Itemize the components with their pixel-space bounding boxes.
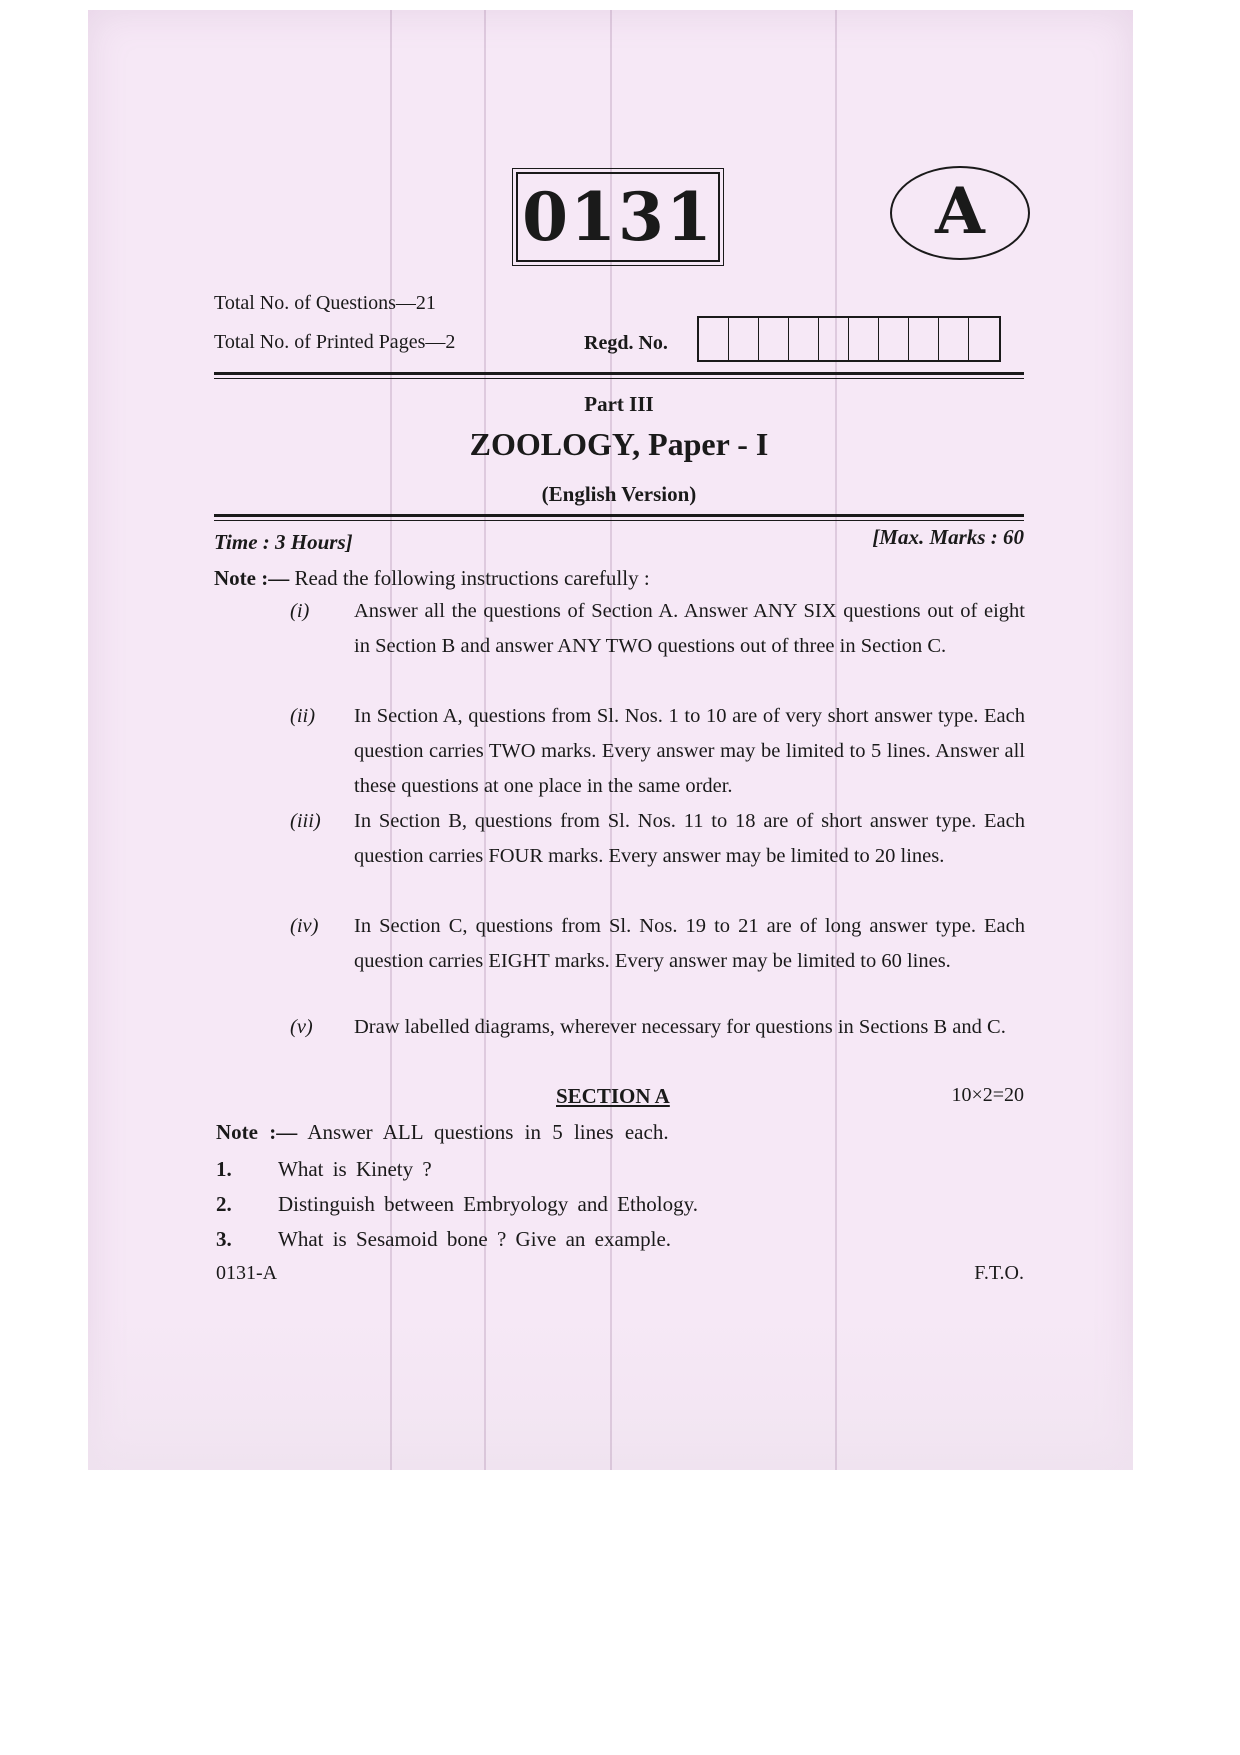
question-number: 3. [216,1227,232,1251]
instruction-number: (i) [290,600,310,622]
regd-number-boxes[interactable] [697,316,1001,362]
regd-digit-box[interactable] [879,318,909,360]
paper-code: 0131 [516,172,720,262]
instruction-item [290,699,1025,804]
note-label: Note :— [214,566,290,590]
regd-digit-box[interactable] [729,318,759,360]
question-number: 2. [216,1192,232,1216]
regd-digit-box[interactable] [969,318,999,360]
instruction-item [290,1010,1025,1045]
instruction-item [290,804,1025,874]
language-version: (English Version) [541,482,697,506]
instruction-text: In Section C, questions from Sl. Nos. 19 to 21 are of long answer type. Each question carries EIGHT marks. Every answer may be limited to 60 lines. [354,915,1025,972]
paper-title: ZOOLOGY, Paper - I [469,426,769,462]
instruction-number: (iii) [290,810,321,832]
note [214,566,650,591]
regd-digit-box[interactable] [849,318,879,360]
instruction-number: (iv) [290,915,319,937]
total-questions: Total No. of Questions—21 [214,292,436,314]
question-text: Distinguish between Embryology and Ethology. [278,1192,699,1216]
instruction-item [290,594,1025,664]
instruction-text: In Section B, questions from Sl. Nos. 11 to 18 are of short answer type. Each question carries FOUR marks. Every answer may be limited to 20 lines. [354,810,1025,867]
instruction-item [290,909,1025,979]
instruction-number: (v) [290,1016,313,1038]
instruction-number: (ii) [290,705,316,727]
section-a-note-label: Note :— [216,1120,298,1144]
regd-digit-box[interactable] [759,318,789,360]
regd-digit-box[interactable] [909,318,939,360]
regd-label: Regd. No. [584,332,668,354]
question-text: What is Kinety ? [278,1157,432,1181]
instruction-text: In Section A, questions from Sl. Nos. 1 to 10 are of very short answer type. Each question carries TWO marks. Every answer may be limited to 5 lines. Answer all these questions at one place in the same order. [354,705,1025,797]
footer-code: 0131-A [216,1262,278,1284]
question-number: 1. [216,1157,232,1181]
time-allowed: Time : 3 Hours] [214,530,353,554]
regd-digit-box[interactable] [939,318,969,360]
regd-digit-box[interactable] [789,318,819,360]
regd-digit-box[interactable] [819,318,849,360]
note-text: Read the following instructions carefully : [289,566,650,590]
section-a-heading: SECTION A [556,1084,670,1108]
regd-digit-box[interactable] [699,318,729,360]
part-label: Part III [584,392,654,416]
divider [214,514,1024,521]
section-a-note [216,1120,669,1145]
question [216,1157,432,1182]
fto-label: F.T.O. [974,1262,1024,1284]
question-text: What is Sesamoid bone ? Give an example. [278,1227,672,1251]
version-letter: A [890,166,1030,260]
total-pages: Total No. of Printed Pages—2 [214,331,456,353]
divider [214,372,1024,379]
instruction-text: Draw labelled diagrams, wherever necessary for questions in Sections B and C. [354,1016,1006,1038]
section-a-note-text: Answer ALL questions in 5 lines each. [297,1120,669,1144]
question [216,1227,671,1252]
section-a-marks: 10×2=20 [951,1084,1024,1106]
question [216,1192,698,1217]
max-marks: [Max. Marks : 60 [872,525,1024,549]
instruction-text: Answer all the questions of Section A. Answer ANY SIX questions out of eight in Section B and answer ANY TWO questions out of three in Section C. [354,600,1025,657]
